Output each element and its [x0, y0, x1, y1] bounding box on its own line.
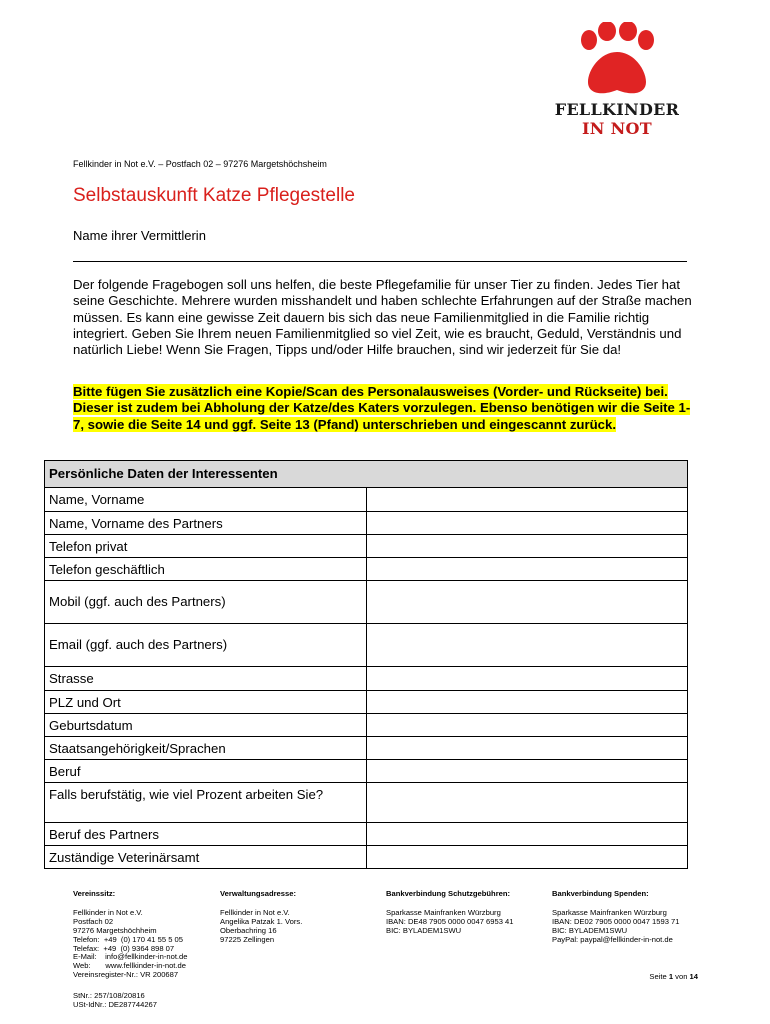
input-phone-business[interactable] [366, 558, 688, 581]
footer-verwaltung [220, 890, 302, 945]
footer-email: E-Mail: info@fellkinder-in-not.de [73, 952, 188, 962]
row-label: Email (ggf. auch des Partners) [45, 624, 367, 667]
input-mobile[interactable] [366, 581, 688, 624]
vat-id: USt-IdNr.: DE287744267 [73, 999, 158, 1009]
page-number [600, 972, 698, 981]
page-current: 1 [668, 972, 674, 981]
footer-web: Web: www.fellkinder-in-not.de [73, 961, 186, 971]
footer-line: Telefon: +49 (0) 170 41 55 5 05 [73, 934, 183, 944]
row-label: Zuständige Veterinärsamt [45, 846, 367, 869]
input-work-percent[interactable] [366, 783, 688, 823]
row-label: Name, Vorname des Partners [45, 512, 367, 535]
footer-line: 97225 Zellingen [220, 934, 275, 944]
input-birthdate[interactable] [366, 714, 688, 737]
intro-text: Der folgende Fragebogen soll uns helfen, die beste Pflegefamilie für unser Tier zu finden. Jedes Tier hat seine Geschichte. Mehrere wurden misshandelt und haben schlechte Erfahrungen auf der Straße machen müssen. Es kann eine gewisse Zeit dauern bis sich das neue Familienmitglied in die Familie richtig integriert. Geben Sie Ihrem neuen Familienmitglied so viel Zeit, wie es braucht, Geduld, Verständnis und natürlich Liebe! Wenn Sie Fragen, Tipps und/oder Hilfe brauchen, sind wir jederzeit für Sie da! [73, 277, 692, 358]
input-zip-city[interactable] [366, 691, 688, 714]
input-name[interactable] [366, 488, 688, 512]
input-email[interactable] [366, 624, 688, 667]
tax-number: StNr.: 257/108/20816 [73, 991, 145, 1000]
page-title: Selbstauskunft Katze Pflegestelle [73, 185, 356, 206]
row-label: Mobil (ggf. auch des Partners) [45, 581, 367, 624]
tax-info [73, 992, 157, 1010]
input-occupation[interactable] [366, 760, 688, 783]
vermittler-label: Name ihrer Vermittlerin [73, 228, 206, 243]
footer-line: IBAN: DE02 7905 0000 0047 1593 71 [552, 916, 680, 926]
footer-line: Fellkinder in Not e.V. [220, 907, 290, 917]
logo-text-line2: IN NOT [582, 119, 652, 138]
footer-vereinssitz [73, 890, 188, 980]
row-label: Beruf des Partners [45, 823, 367, 846]
footer-line: 97276 Margetshöchheim [73, 925, 157, 935]
footer-line: Vereinsregister-Nr.: VR 200687 [73, 970, 179, 980]
vermittler-input-line[interactable] [73, 261, 687, 262]
input-veterinary-office[interactable] [366, 846, 688, 869]
sender-address: Fellkinder in Not e.V. – Postfach 02 – 97276 Margetshöchsheim [73, 159, 327, 169]
footer-line: IBAN: DE48 7905 0000 0047 6953 41 [386, 916, 514, 926]
footer-line: Sparkasse Mainfranken Würzburg [386, 907, 501, 917]
row-label: Geburtsdatum [45, 714, 367, 737]
row-label: Name, Vorname [45, 488, 367, 512]
input-nationality[interactable] [366, 737, 688, 760]
notice-highlight: Bitte fügen Sie zusätzlich eine Kopie/Scan des Personalausweises (Vorder- und Rückseite) bei. Dieser ist zudem bei Abholung der Katze/des Katers vorzulegen. Ebenso benötigen wir die Seite 1-7, sowie die Seite 14 und ggf. Seite 13 (Pfand) unterschrieben und eingescannt zurück. [73, 384, 691, 432]
footer-bank-spenden [552, 890, 680, 945]
footer-line: Telefax: +49 (0) 9364 898 07 [73, 943, 175, 953]
footer-heading: Bankverbindung Spenden: [552, 889, 649, 898]
footer-line: BIC: BYLADEM1SWU [386, 925, 462, 935]
row-label: Staatsangehörigkeit/Sprachen [45, 737, 367, 760]
row-label: Telefon privat [45, 535, 367, 558]
page-label: Seite [649, 972, 667, 981]
row-label: Telefon geschäftlich [45, 558, 367, 581]
footer-heading: Bankverbindung Schutzgebühren: [386, 889, 511, 898]
logo-text-line1: FELLKINDER [554, 100, 680, 119]
row-label: PLZ und Ort [45, 691, 367, 714]
footer-line: BIC: BYLADEM1SWU [552, 925, 628, 935]
row-label: Beruf [45, 760, 367, 783]
footer-line: Postfach 02 [73, 916, 114, 926]
footer-line: Oberbachring 16 [220, 925, 277, 935]
input-partner-name[interactable] [366, 512, 688, 535]
footer-line: PayPal: paypal@fellkinder-in-not.de [552, 934, 673, 944]
input-street[interactable] [366, 667, 688, 691]
footer-line: Fellkinder in Not e.V. [73, 907, 143, 917]
row-label: Strasse [45, 667, 367, 691]
paw-icon [572, 22, 662, 100]
input-partner-occupation[interactable] [366, 823, 688, 846]
footer-heading: Verwaltungsadresse: [220, 889, 296, 898]
footer-bank-schutzgebuehren [386, 890, 514, 936]
footer-heading: Vereinssitz: [73, 889, 116, 898]
footer-line: Angelika Patzak 1. Vors. [220, 916, 303, 926]
page-of: von [675, 972, 688, 981]
table-header: Persönliche Daten der Interessenten [45, 461, 688, 488]
notice-text [73, 384, 693, 433]
page-total: 14 [689, 972, 698, 981]
input-phone-private[interactable] [366, 535, 688, 558]
row-label: Falls berufstätig, wie viel Prozent arbeiten Sie? [45, 783, 367, 823]
logo [548, 22, 686, 140]
footer-line: Sparkasse Mainfranken Würzburg [552, 907, 667, 917]
personal-data-table [44, 460, 688, 869]
